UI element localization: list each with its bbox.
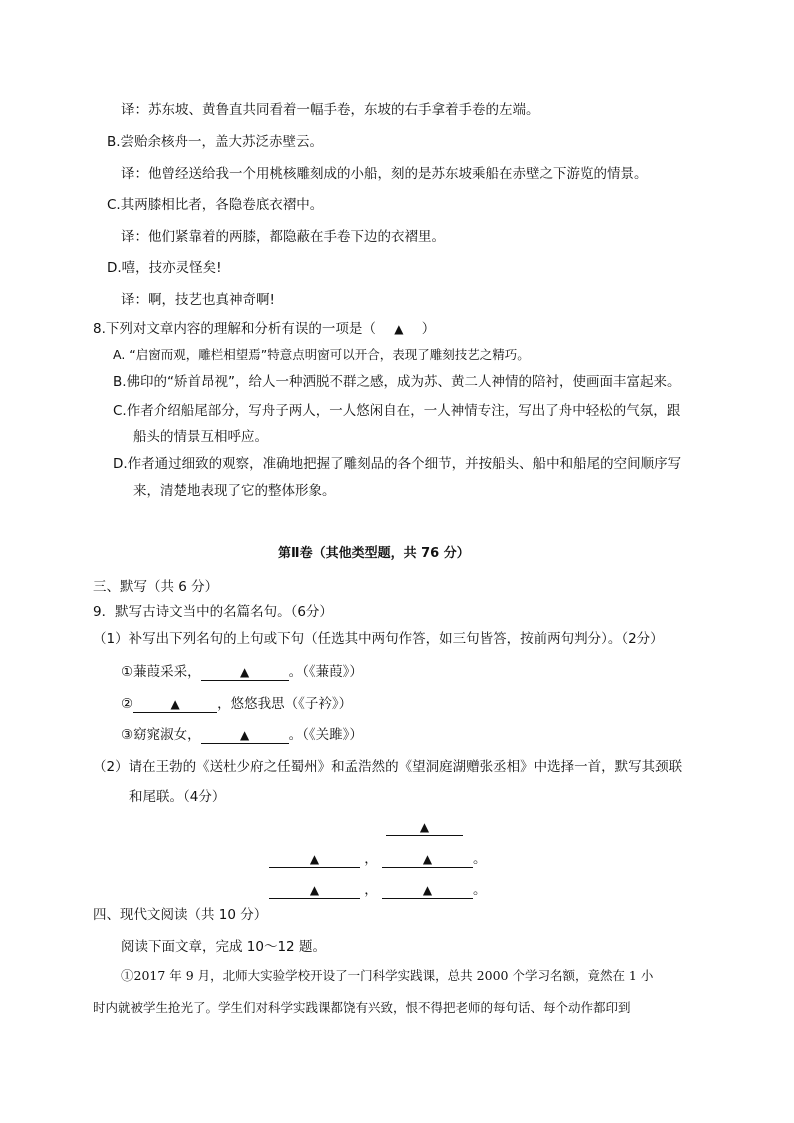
- q8-option-d-line1: D.作者通过细致的观察，准确地把握了雕刻品的各个细节，并按船头、船中和船尾的空间顺序写: [113, 456, 682, 472]
- q9-item1-post: 。（《蒹葭》）: [288, 664, 363, 680]
- q9-item2-blank[interactable]: [133, 696, 217, 713]
- answer-mark-icon: ▲: [422, 883, 433, 897]
- sec4-intro: 阅读下面文章，完成 10～12 题。: [121, 939, 326, 955]
- answer-mark-icon: ▲: [419, 820, 430, 834]
- q8-option-d-line2: 来，清楚地表现了它的整体形象。: [133, 483, 336, 499]
- passage-p1-line1: ①2017 年 9 月，北师大实验学校开设了一门科学实践课，总共 2000 个学习名额，竟然在 1 小: [121, 968, 654, 983]
- q9-item3-blank[interactable]: [201, 727, 289, 744]
- poem-title-blank[interactable]: [386, 819, 463, 836]
- q9-item2-pre: ②: [121, 696, 134, 712]
- q8-option-c-line2: 船头的情景互相呼应。: [133, 429, 268, 445]
- q7-d-translation: 译：啊，技艺也真神奇啊!: [121, 292, 275, 308]
- q7-b-original: B.尝贻余核舟一，盖大苏泛赤壁云。: [107, 134, 324, 150]
- q8-option-b: B.佛印的“矫首昂视”，给人一种洒脱不群之感，成为苏、黄二人神情的陪衬，使画面丰富起来。: [113, 374, 681, 390]
- poem-blank-2b[interactable]: [382, 882, 473, 899]
- q7-d-original: D.嘻，技亦灵怪矣!: [107, 260, 222, 276]
- poem-line-row-2: [269, 881, 487, 899]
- q9-item2: [121, 695, 352, 713]
- answer-mark-icon: ▲: [239, 665, 250, 679]
- q8-stem: [93, 320, 435, 338]
- answer-mark-icon: ▲: [239, 728, 250, 742]
- q9-item1-blank[interactable]: [201, 664, 289, 681]
- q9-sub1: （1）补写出下列名句的上句或下句（任选其中两句作答，如三句皆答，按前两句判分）。（2分）: [93, 631, 664, 647]
- comma: ，: [364, 882, 378, 898]
- q9-item3: [121, 726, 363, 744]
- answer-mark-icon: ▲: [422, 852, 433, 866]
- q9-item1: [121, 663, 363, 681]
- answer-mark-icon: ▲: [309, 883, 320, 897]
- q7-c-original: C.其两膝相比者，各隐卷底衣褶中。: [107, 197, 324, 213]
- q9-sub2-line1: （2）请在王勃的《送杜少府之任蜀州》和孟浩然的《望洞庭湖赠张丞相》中选择一首，默写其颈联: [93, 759, 683, 775]
- sec4-heading: 四、现代文阅读（共 10 分）: [93, 907, 268, 923]
- q8-option-c-line1: C.作者介绍船尾部分，写舟子两人，一人悠闲自在，一人神情专注，写出了舟中轻松的气氛，跟: [113, 403, 681, 419]
- q9-item2-post: ，悠悠我思（《子衿》）: [217, 696, 353, 712]
- q8-stem-text: 8.下列对文章内容的理解和分析有误的一项是（: [93, 321, 376, 337]
- poem-blank-2a[interactable]: [269, 882, 360, 899]
- q9-item3-post: 。（《关雎》）: [288, 727, 363, 743]
- period: 。: [473, 882, 487, 898]
- sec3-heading: 三、默写（共 6 分）: [93, 579, 219, 595]
- poem-blank-1b[interactable]: [382, 851, 473, 868]
- poem-title-blank-row: [386, 818, 463, 836]
- comma: ，: [364, 851, 378, 867]
- q9-stem: 9．默写古诗文当中的名篇名句。（6分）: [93, 604, 333, 620]
- poem-line-row-1: [269, 850, 487, 868]
- q8-stem-close: ）: [421, 321, 436, 337]
- poem-blank-1a[interactable]: [269, 851, 360, 868]
- answer-mark-icon: ▲: [394, 322, 404, 336]
- q7-a-translation: 译：苏东坡、黄鲁直共同看着一幅手卷，东坡的右手拿着手卷的左端。: [121, 102, 540, 118]
- q7-c-translation: 译：他们紧靠着的两膝，都隐蔽在手卷下边的衣褶里。: [121, 229, 445, 245]
- period: 。: [473, 851, 487, 867]
- q7-b-translation: 译：他曾经送给我一个用桃核雕刻成的小船，刻的是苏东坡乘船在赤壁之下游览的情景。: [121, 166, 648, 182]
- passage-p1-line2: 时内就被学生抢光了。学生们对科学实践课都饶有兴致，恨不得把老师的每句话、每个动作都印到: [93, 1000, 631, 1015]
- part2-title: 第Ⅱ卷（其他类型题，共 76 分）: [278, 546, 470, 561]
- q9-sub2-line2: 和尾联。（4分）: [129, 789, 226, 805]
- q8-option-a: A. “启窗而观，雕栏相望焉”特意点明窗可以开合，表现了雕刻技艺之精巧。: [113, 347, 530, 362]
- answer-mark-icon: ▲: [170, 697, 180, 711]
- q9-item3-pre: ③窈窕淑女，: [121, 727, 201, 743]
- answer-mark-icon: ▲: [309, 852, 320, 866]
- q9-item1-pre: ①蒹葭采采，: [121, 664, 201, 680]
